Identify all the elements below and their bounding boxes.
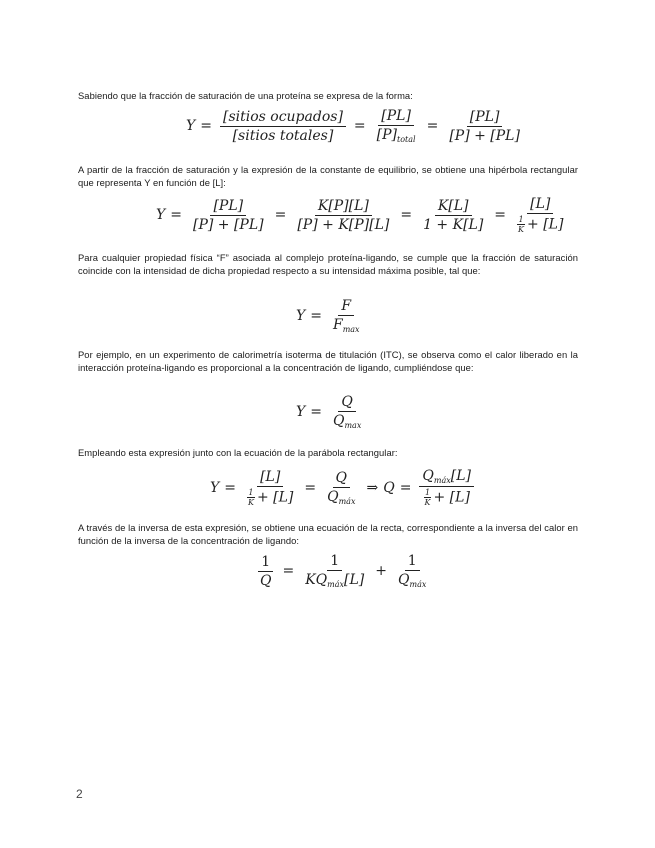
fraction-pl-ptotal: $\frac{[PL]}{[P]_{total}}$ <box>376 108 416 144</box>
paragraph-inverse: A través de la inversa de esta expresión, se obtiene una ecuación de la recta, correspondiente a la inversa del calor en función de la inversa de la concentración de ligando: <box>78 522 578 546</box>
paragraph-intro: Sabiendo que la fracción de saturación de una proteína se expresa de la forma: <box>78 90 413 101</box>
paragraph-physical-property: Para cualquier propiedad física “F” asociada al complejo proteína-ligando, se cumple que la fracción de saturación coincide con la intensidad de dicha propiedad respecto a su intensidad máxima posible, tal que: <box>78 252 578 276</box>
equation-hyperbola: Y = $\frac{[PL]}{[P] + [PL]}$ = $\frac{K[P][L]}{[P] + K[P][L]}$ = $\frac{K[L]}{1 + K[L]}$ = [L] $\frac{1}{K}$ + [L] <box>156 196 564 234</box>
equation-saturation-definition: Y = $\frac{\text{[sitios ocupados]}}{\text{[sitios totales]}}$ = $\frac{[PL]}{[P]_{total}}$ = $\frac{[PL]}{[P] + [PL]}$ <box>186 108 526 144</box>
equation-heat-ratio: Y = $\frac{Q}{Q_{max}}$ <box>296 394 362 430</box>
fraction-pl-sum: $\frac{[PL]}{[P] + [PL]}$ <box>449 108 520 144</box>
equation-heat-hyperbola: Y = [L] $\frac{1}{K}$ + [L] = $\frac{Q}{Q_{máx}}$ ⇒ Q = $Q_{máx}[L]$ $\frac{1}{K}$ + [L] <box>210 468 477 507</box>
paragraph-parabola: Empleando esta expresión junto con la ecuación de la parábola rectangular: <box>78 447 398 458</box>
fraction-sites: $\frac{\text{[sitios ocupados]}}{\text{[sitios totales]}}$ <box>220 109 346 144</box>
equation-property-ratio: Y = $\frac{F}{F_{max}}$ <box>296 298 360 334</box>
paragraph-hyperbola: A partir de la fracción de saturación y la expresión de la constante de equilibrio, se obtiene una hipérbola rectangular que representa Y en función de [L]: <box>78 164 578 188</box>
page-number: 2 <box>76 787 83 801</box>
equation-inverse-heat: $\frac{1}{Q}$ = $\frac{1}{KQ_{máx}[L]}$ + $\frac{1}{Q_{máx}}$ <box>260 553 427 589</box>
paragraph-itc-example: Por ejemplo, en un experimento de calorimetría isoterma de titulación (ITC), se observa como el calor liberado en la interacción proteína-ligando es proporcional a la concentración de ligando, cumpliéndose que: <box>78 349 578 373</box>
